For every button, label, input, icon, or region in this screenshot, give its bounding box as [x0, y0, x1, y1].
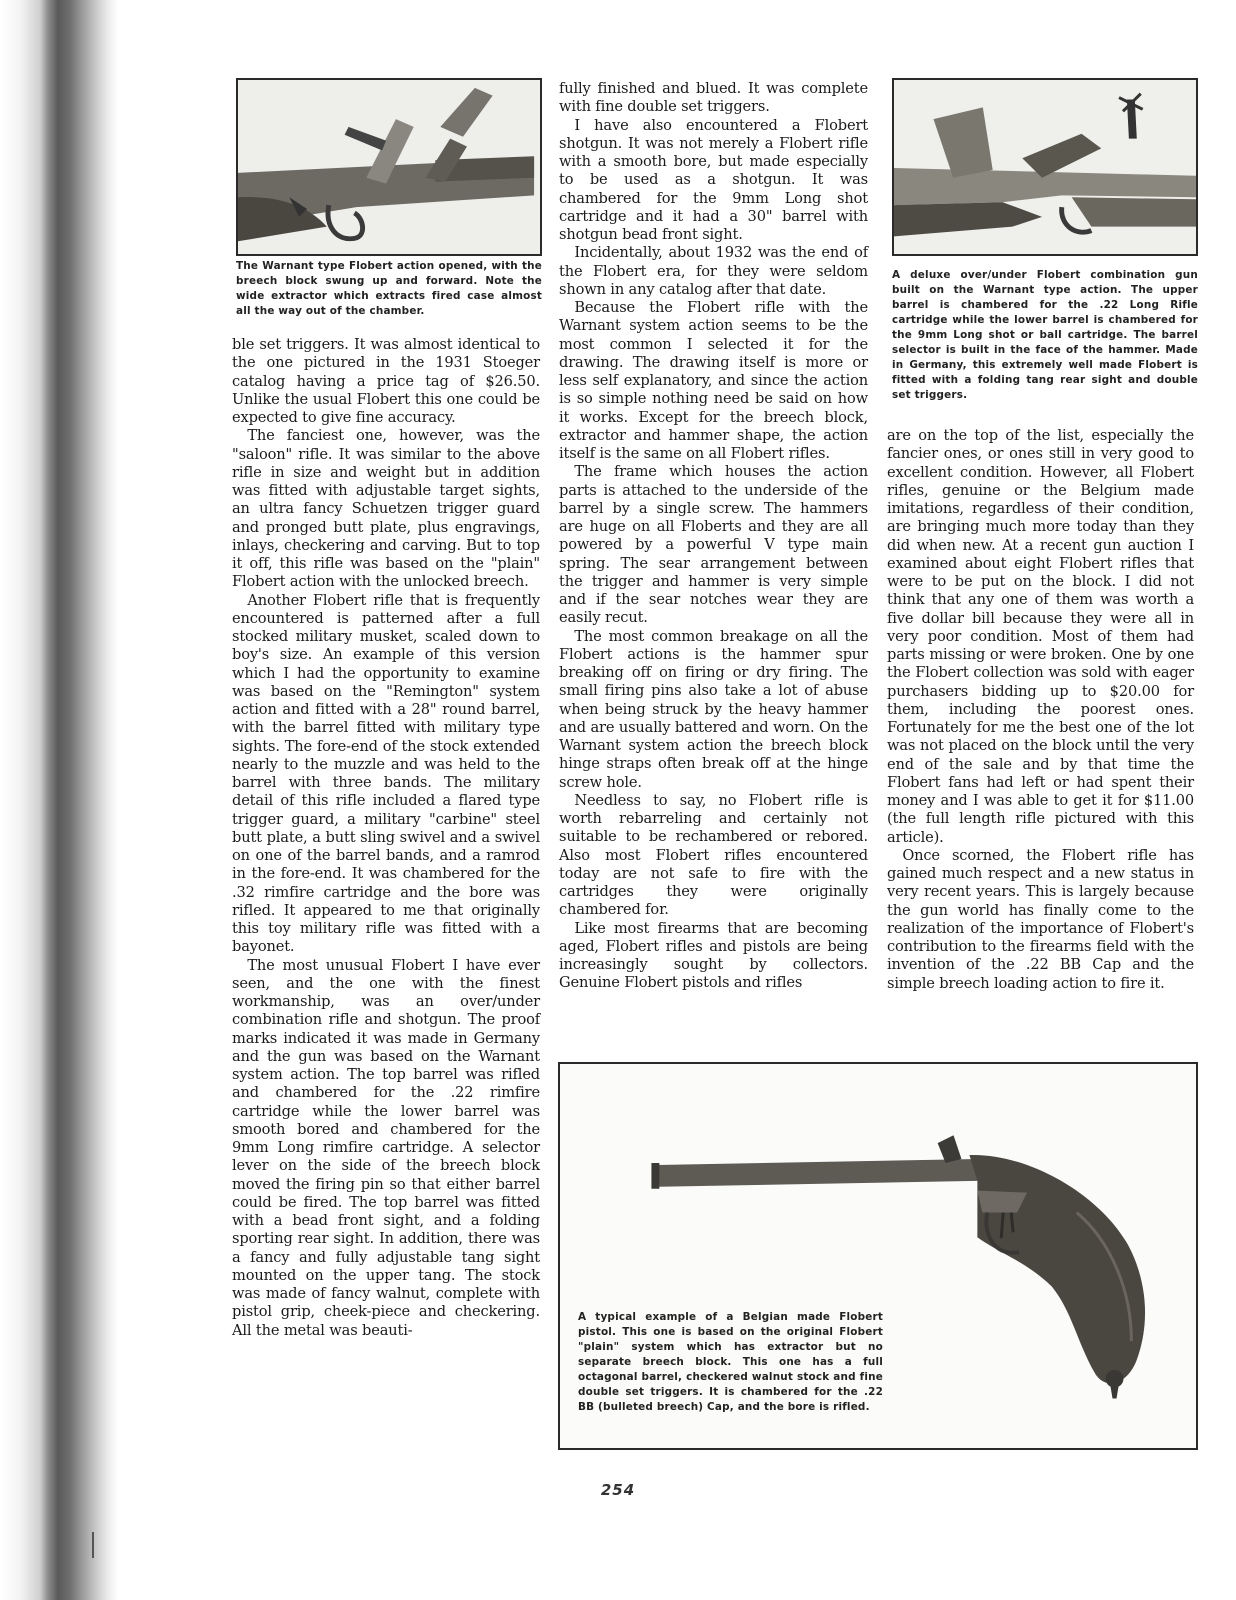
- text-column-right: [887, 427, 1194, 1052]
- combination-gun-illustration: [894, 80, 1196, 254]
- paragraph: Once scorned, the Flobert rifle has gained much respect and a new status in very recent years. This is largely because the gun world has finally come to the realization of the importance of Flobert's contribution to the firearms field with the invention of the .22 BB Cap and the simple breech loading action to fire it.: [887, 846, 1194, 992]
- text-column-left: [232, 336, 540, 1456]
- figure-warnant-action-photo: [236, 78, 542, 256]
- paragraph: ble set triggers. It was almost identical to the one pictured in the 1931 Stoeger catalog having a price tag of $26.50. Unlike the usual Flobert this one could be expected to give fine accuracy.: [232, 336, 540, 426]
- scan-binding-edge: [0, 0, 118, 1600]
- paragraph: The fanciest one, however, was the "saloon" rifle. It was similar to the above rifle in size and weight but in addition was fitted with adjustable target sights, an ultra fancy Schuetzen trigger guard and pronged butt plate, plus engravings, inlays, checkering and carving. But to top it off, this rifle was based on the "plain" Flobert action with the unlocked breech.: [232, 427, 540, 591]
- scan-mark: [92, 1532, 94, 1558]
- figure-over-under-gun-photo: [892, 78, 1198, 256]
- paragraph: The most common breakage on all the Flobert actions is the hammer spur breaking off on firing or dry firing. The small firing pins also take a lot of abuse when being struck by the heavy hammer and are usually battered and worn. On the Warnant system action the breech block hinge straps often break off at the hinge screw hole.: [559, 627, 869, 791]
- paragraph: Another Flobert rifle that is frequently encountered is patterned after a full stocked military musket, scaled down to boy's size. An example of this version which I had the opportunity to examine was based on the "Remington" system action and fitted with a 28" round barrel, with the barrel fitted with military type sights. The fore-end of the stock extended nearly to the muzzle and was held to the barrel with three bands. The military detail of this rifle included a flared type trigger guard, a military "carbine" steel butt plate, a butt sling swivel and a swivel on one of the barrel bands, and a ramrod in the fore-end. It was chambered for the .32 rimfire cartridge and the bore was rifled. It appeared to me that originally this toy military rifle was fitted with a bayonet.: [232, 591, 540, 956]
- figure-caption-flobert-pistol: A typical example of a Belgian made Flobert pistol. This one is based on the original Flobert "plain" system which has extractor but no separate breech block. This one has a full octagonal barrel, checkered walnut stock and fine double set triggers. It is chambered for the .22 BB (bulleted breech) Cap, and the bore is rifled.: [578, 1311, 883, 1413]
- paragraph: fully finished and blued. It was complete with fine double set triggers.: [559, 80, 868, 116]
- paragraph: The most unusual Flobert I have ever seen, and the one with the finest workmanship, was an over/under combination rifle and shotgun. The proof marks indicated it was made in Germany and the gun was based on the Warnant system action. The top barrel was rifled and chambered for the .22 rimfire cartridge while the lower barrel was smooth bored and chambered for the 9mm Long rimfire cartridge. A selector lever on the side of the breech block moved the firing pin so that either barrel could be fired. The top barrel was fitted with a bead front sight, and a folding sporting rear sight. In addition, there was a fancy and fully adjustable tang sight mounted on the upper tang. The stock was made of fancy walnut, complete with pistol grip, cheek-piece and checkering. All the metal was beauti-: [232, 956, 540, 1339]
- page-number: 254: [600, 1481, 636, 1499]
- paragraph: are on the top of the list, especially the fancier ones, or ones still in very good to excellent condition. However, all Flobert rifles, genuine or the Belgium made imitations, regardless of their condition, are bringing much more today than they did when new. At a recent gun auction I examined about eight Flobert rifles that were to be put on the block. I did not think that any one of them was worth a five dollar bill because they were all in very poor condition. Most of them had parts missing or were broken. One by one the Flobert collection was sold with eager purchasers bidding up to $20.00 for them, including the poorest ones. Fortunately for me the best one of the lot was not placed on the block until the very end of the sale and by that time the Flobert fans had left or had spent their money and I was able to get it for $11.00 (the full length rifle pictured with this article).: [887, 427, 1194, 846]
- rifle-action-illustration: [238, 80, 540, 254]
- paragraph: Like most firearms that are becoming aged, Flobert rifles and pistols are being increasingly sought by collectors. Genuine Flobert pistols and rifles: [559, 919, 868, 992]
- figure-caption-warnant-action: The Warnant type Flobert action opened, with the breech block swung up and forward. Note the wide extractor which extracts fired case almost all the way out of the chamber.: [236, 260, 542, 317]
- paragraph: I have also encountered a Flobert shotgun. It was not merely a Flobert rifle with a smooth bore, but made especially to be used as a shotgun. It was chambered for the 9mm Long shot cartridge and it had a 30" barrel with shotgun bead front sight.: [559, 116, 868, 243]
- paragraph: Needless to say, no Flobert rifle is worth rebarreling and certainly not suitable to be rechambered or rebored. Also most Flobert rifles encountered today are not safe to fire with the cartridges they were originally chambered for.: [559, 791, 868, 919]
- paragraph: Incidentally, about 1932 was the end of the Flobert era, for they were seldom shown in any catalog after that date.: [559, 244, 868, 298]
- text-column-middle: [559, 80, 868, 1055]
- figure-caption-over-under-gun: A deluxe over/under Flobert combination gun built on the Warnant type action. The upper barrel is chambered for the .22 Long Rifle cartridge while the lower barrel is chambered for the 9mm Long shot or ball cartridge. The barrel selector is built in the face of the hammer. Made in Germany, this extremely well made Flobert is fitted with a folding tang rear sight and double set triggers.: [892, 269, 1198, 401]
- paragraph: The frame which houses the action parts is attached to the underside of the barrel by a single screw. The hammers are huge on all Floberts and they are all powered by a powerful V type main spring. The sear arrangement between the trigger and hammer is very simple and if the sear notches wear they are easily recut.: [559, 463, 868, 627]
- paragraph: Because the Flobert rifle with the Warnant system action seems to be the most common I selected it for the drawing. The drawing itself is more or less self explanatory, and since the action is so simple nothing need be said on how it works. Except for the breech block, extractor and hammer shape, the action itself is the same on all Flobert rifles.: [559, 299, 868, 462]
